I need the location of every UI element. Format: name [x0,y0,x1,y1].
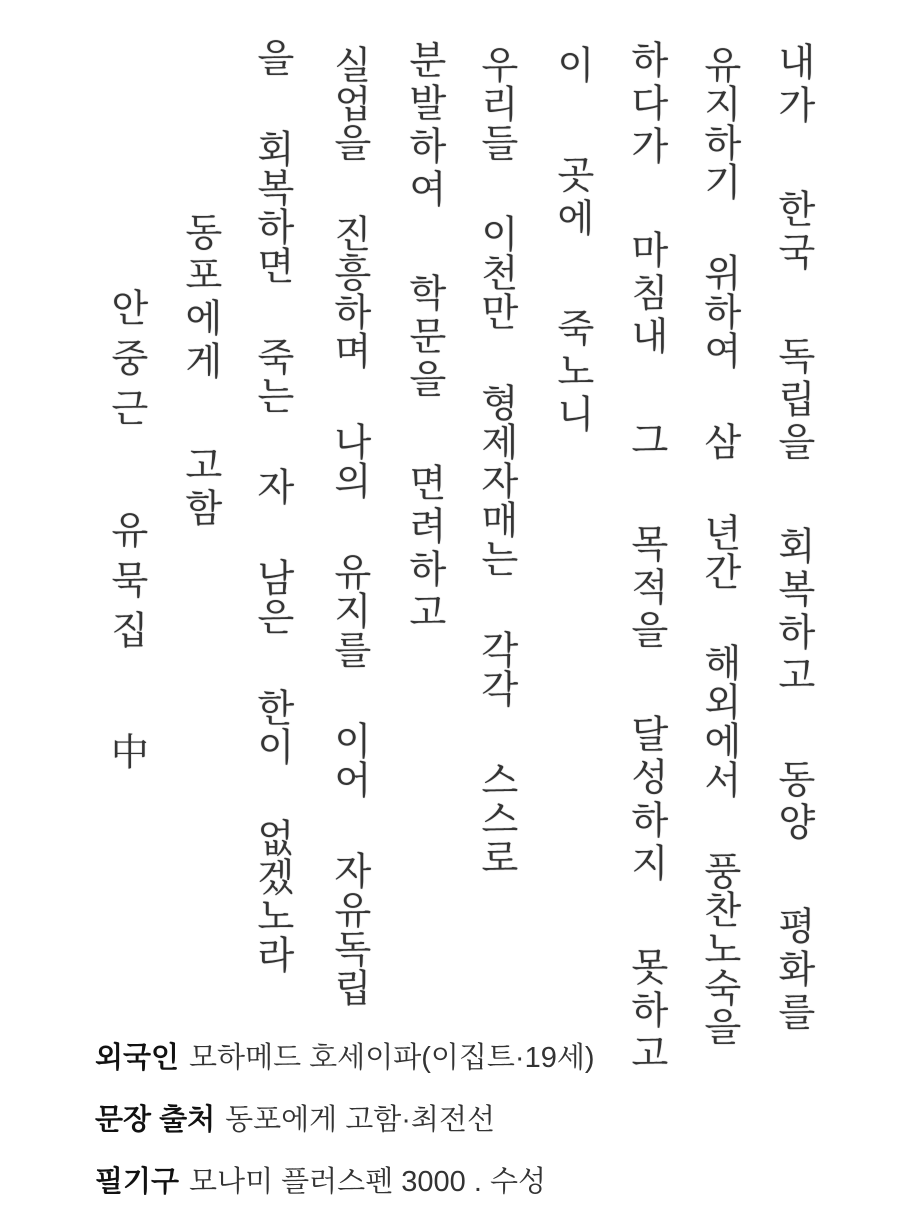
calligraphy-column-8: 을 회복하면 죽는 자 남은 한이 없겠노라 [250,38,295,974]
caption-value-source: 동포에게 고함·최전선 [225,1104,495,1136]
calligraphy-column-1: 내가 한국 독립을 회복하고 동양 평화를 [771,42,816,1035]
caption-label-source: 문장 출처 [95,1104,216,1136]
calligraphy-column-6: 분발하여 학문을 면려하고 [402,40,447,635]
caption-block [95,1040,595,1226]
caption-value-pen: 모나미 플러스펜 3000 . 수성 [189,1166,546,1198]
caption-line-source [95,1102,595,1164]
calligraphy-column-5: 우리들 이천만 형제자매는 각각 스스로 [474,45,519,877]
calligraphy-column-2: 유지하기 위하여 삼 년간 해외에서 풍찬노숙을 [697,45,742,1046]
caption-line-writer [95,1040,595,1102]
calligraphy-column-4: 이 곳에 죽노니 [550,45,595,437]
caption-line-pen [95,1164,595,1226]
calligraphy-column-3: 하다가 마침내 그 목적을 달성하지 못하고 [624,40,669,1076]
calligraphy-column-7: 실업을 진흥하며 나의 유지를 이어 자유독립 [327,45,372,1007]
caption-label-pen: 필기구 [95,1166,180,1198]
calligraphy-title-column: 동포에게 고함 [178,212,223,531]
calligraphy-attribution-column: 안중근 유묵집 中 [104,288,149,782]
caption-label-writer: 외국인 [95,1042,180,1074]
caption-value-writer: 모하메드 호세이파(이집트·19세) [189,1042,595,1074]
